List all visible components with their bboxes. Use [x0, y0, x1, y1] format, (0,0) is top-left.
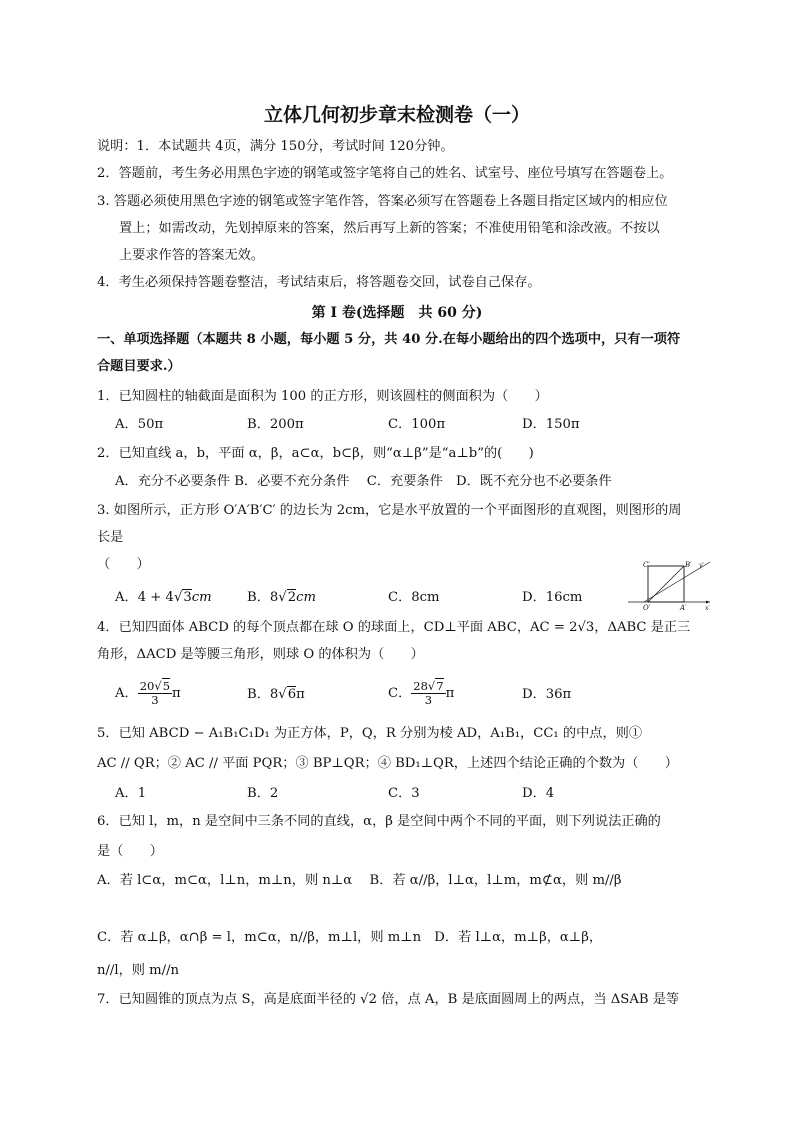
q4-option-b-post: π — [296, 687, 305, 702]
q3-option-b — [247, 589, 316, 607]
q4-option-b-radicand: 6 — [287, 687, 297, 702]
part-heading: 第 I 卷(选择题 共 60 分) — [311, 305, 483, 321]
q6-options-cd: C．若 α⊥β，α∩β = l，m⊂α，n//β，m⊥l，则 m⊥n D．若 l⊥α，m⊥β，α⊥β， — [97, 930, 603, 945]
instruction-3b: 置上；如需改动，先划掉原来的答案，然后再写上新的答案；不准使用铅笔和涂改液。不按以 — [119, 221, 660, 236]
q5-stem-line2: AC // QR；② AC // 平面 PQR；③ BP⊥QR；④ BD₁⊥QR，上述四个结论正确的个数为（ ） — [97, 756, 678, 771]
q5-option-b: B．2 — [247, 786, 279, 801]
q3-option-b-pre: B．8 — [247, 590, 279, 605]
instruction-1: 说明：1．本试题共 4页，满分 150分，考试时间 120分钟。 — [97, 139, 454, 154]
instruction-2: 2．答题前，考生务必用黑色字迹的钢笔或签字笔将自己的姓名、试室号、座位号填写在答题卷上。 — [97, 166, 673, 181]
q5-option-a: A．1 — [115, 786, 147, 801]
denominator: 3 — [151, 693, 159, 707]
section-heading-line2: 合题目要求.） — [97, 359, 181, 374]
q6-options-ab: A．若 l⊂α，m⊂α，l⊥n，m⊥n，则 n⊥α B．若 α//β，l⊥α，l⊥m，m⊄α，则 m//β — [97, 873, 622, 888]
q4-option-a-label: A． — [115, 686, 138, 701]
q3-option-b-unit: cm — [296, 590, 316, 605]
q4-stem-line2: 角形，ΔACD 是等腰三角形，则球 O 的体积为（ ） — [97, 647, 424, 662]
q3-stem-line2: 长是 — [97, 530, 124, 545]
numerator-radicand: 5 — [162, 679, 171, 693]
label-b: B′ — [685, 561, 692, 569]
denominator: 3 — [424, 693, 433, 707]
numerator-coef: 20 — [139, 679, 155, 693]
q5-option-c: C．3 — [388, 786, 420, 801]
q4-option-a — [115, 680, 181, 707]
q6-stem-line1: 6．已知 l，m，n 是空间中三条不同的直线，α，β 是空间中两个不同的平面，则下列说法正确的 — [97, 814, 661, 829]
q1-option-b: B．200π — [247, 417, 304, 432]
q3-option-a — [115, 589, 212, 607]
q4-option-a-fraction — [138, 680, 172, 707]
label-c: C′ — [643, 561, 650, 569]
q2-stem: 2．已知直线 a，b，平面 α，β，a⊂α，b⊂β，则“α⊥β”是“a⊥b”的( ) — [97, 446, 534, 461]
numerator: 20√5 — [139, 679, 171, 693]
numerator-radicand: 7 — [436, 679, 444, 693]
q5-stem-line1: 5．已知 ABCD − A₁B₁C₁D₁ 为正方体，P，Q，R 分别为棱 AD，A₁B₁，CC₁ 的中点，则① — [97, 726, 643, 741]
q3-stem-line1: 3. 如图所示，正方形 O′A′B′C′ 的边长为 2cm，它是水平放置的一个平面图形的直观图，则图形的周 — [97, 503, 682, 518]
q3-option-a-pre: A．4 + 4 — [115, 590, 174, 605]
label-o: O′ — [643, 604, 651, 612]
q1-option-c: C．100π — [388, 417, 446, 432]
instruction-4: 4．考生必须保持答题卷整洁，考试结束后，将答题卷交回，试卷自己保存。 — [97, 275, 541, 290]
q5-option-d: D．4 — [522, 786, 555, 801]
q1-option-d: D．150π — [522, 417, 580, 432]
q4-stem-line1: 4．已知四面体 ABCD 的每个顶点都在球 O 的球面上，CD⊥平面 ABC，AC = 2√3，ΔABC 是正三 — [97, 620, 691, 635]
numerator-coef: 28 — [413, 679, 428, 693]
instruction-3c: 上要求作答的答案无效。 — [119, 248, 265, 263]
q3-intuitive-diagram — [626, 560, 712, 612]
q4-option-c — [388, 680, 454, 707]
q4-option-c-fraction — [411, 680, 445, 707]
pi-symbol: π — [445, 686, 455, 701]
label-a: A′ — [680, 604, 687, 612]
page-title: 立体几何初步章末检测卷（一） — [263, 104, 530, 126]
q4-option-c-label: C． — [388, 686, 412, 701]
q1-option-a: A．50π — [115, 417, 164, 432]
q3-option-a-unit: cm — [191, 590, 212, 605]
radical-sign: √ — [173, 590, 183, 605]
q1-stem: 1．已知圆柱的轴截面是面积为 100 的正方形，则该圆柱的侧面积为（ ） — [97, 389, 548, 404]
section-heading-line1: 一、单项选择题（本题共 8 小题，每小题 5 分，共 40 分.在每小题给出的四个选项中，只有一项符 — [97, 332, 681, 347]
q2-options: A．充分不必要条件 B．必要不充分条件 C．充要条件 D．既不充分也不必要条件 — [115, 474, 612, 489]
q6-option-d-cont: n//l，则 m//n — [97, 963, 180, 978]
q6-stem-line2: 是（ ） — [97, 844, 163, 859]
x-axis-arrow — [706, 601, 710, 604]
q4-option-d: D．36π — [522, 687, 572, 702]
diagonal — [648, 566, 684, 602]
q3-option-b-radicand: 2 — [287, 590, 297, 605]
q3-option-c: C．8cm — [388, 590, 440, 605]
radical-sign: √ — [278, 590, 287, 605]
pi-symbol: π — [172, 686, 181, 701]
label-x: x′ — [705, 605, 710, 612]
q4-option-b-pre: B．8 — [247, 687, 279, 702]
q3-option-a-radicand: 3 — [183, 590, 192, 605]
q4-option-b: B．8√6π — [247, 687, 305, 702]
label-y: y′ — [699, 562, 704, 569]
instruction-3a: 3. 答题必须使用黑色字迹的钢笔或签字笔作答，答案必须写在答题卷上各题目指定区域内的相应位 — [97, 194, 668, 209]
q7-stem: 7．已知圆锥的顶点为点 S，高是底面半径的 √2 倍，点 A，B 是底面圆周上的两点，当 ΔSAB 是等 — [97, 992, 680, 1007]
numerator: 28√7 — [413, 679, 444, 693]
q3-option-d: D．16cm — [522, 590, 583, 605]
q3-answer-paren: （ ） — [97, 557, 150, 572]
